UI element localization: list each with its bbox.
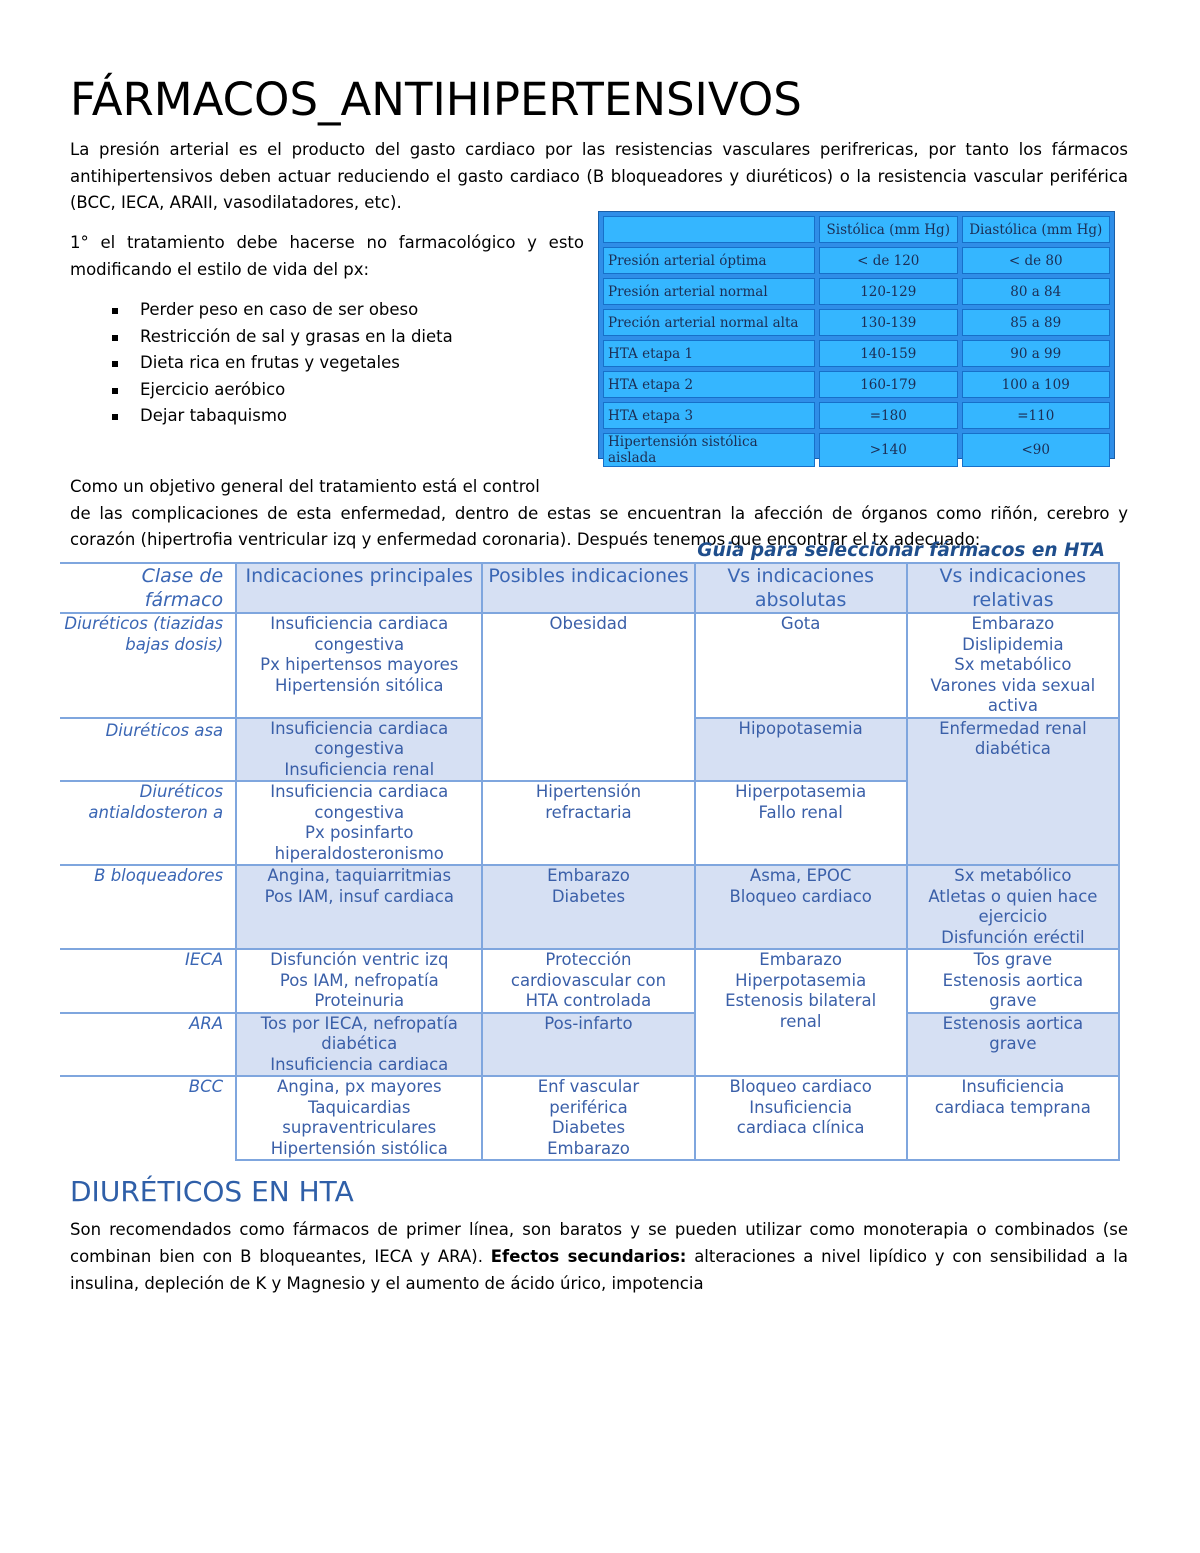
- table-cell: Insuficiencia cardiaca congestiva Insuficiencia renal: [236, 718, 482, 782]
- table-cell: Enfermedad renal diabética: [907, 718, 1119, 866]
- table-cell: Embarazo Dislipidemia Sx metabólico Varones vida sexual activa: [907, 613, 1119, 718]
- table-cell: Insuficiencia cardiaca congestiva Px posinfarto hiperaldosteronismo: [236, 781, 482, 865]
- list-item: Perder peso en caso de ser obeso: [70, 297, 584, 324]
- drug-class: Diuréticos antialdosteron a: [60, 781, 236, 865]
- square-bullet-icon: [112, 308, 118, 314]
- list-item: Restricción de sal y grasas en la dieta: [70, 324, 584, 351]
- header-cell: Vs indicaciones relativas: [907, 563, 1119, 613]
- table-row: [60, 865, 1119, 949]
- drug-class: BCC: [60, 1076, 236, 1160]
- table-row: HTA etapa 2 160-179 100 a 109: [603, 371, 1110, 398]
- header-cell: Posibles indicaciones: [482, 563, 694, 613]
- drug-class: IECA: [60, 949, 236, 1013]
- table-cell: Angina, taquiarritmias Pos IAM, insuf cardiaca: [236, 865, 482, 949]
- section-title: DIURÉTICOS EN HTA: [70, 1175, 354, 1208]
- table-row: [603, 216, 1110, 243]
- drug-class: Diuréticos (tiazidas bajas dosis): [60, 613, 236, 718]
- table-row: HTA etapa 1 140-159 90 a 99: [603, 340, 1110, 367]
- square-bullet-icon: [112, 388, 118, 394]
- header-cell: Vs indicaciones absolutas: [695, 563, 907, 613]
- guide-caption: Guia para seleccionar fármacos en HTA: [697, 540, 1105, 561]
- table-row: Hipertensión sistólica aislada >140 <90: [603, 433, 1110, 467]
- bp-classification-table: [598, 211, 1115, 466]
- lifestyle-list: [70, 297, 584, 430]
- table-cell: Embarazo Diabetes: [482, 865, 694, 949]
- table-row: [60, 1076, 1119, 1160]
- table-row: Presión arterial normal 120-129 80 a 84: [603, 278, 1110, 305]
- left-column: [70, 230, 584, 438]
- header-cell: Indicaciones principales: [236, 563, 482, 613]
- table-cell: Enf vascular periférica Diabetes Embarazo: [482, 1076, 694, 1160]
- table-cell: Pos-infarto: [482, 1013, 694, 1077]
- table-cell: Obesidad: [482, 613, 694, 781]
- header-diastolic: Diastólica (mm Hg): [962, 216, 1111, 243]
- list-item: Ejercicio aeróbico: [70, 377, 584, 404]
- step1-paragraph: 1° el tratamiento debe hacerse no farmacológico y esto modificando el estilo de vida del px:: [70, 233, 584, 279]
- table-cell: Protección cardiovascular con HTA controlada: [482, 949, 694, 1013]
- drug-class: Diuréticos asa: [60, 718, 236, 782]
- table-cell: Hipertensión refractaria: [482, 781, 694, 865]
- square-bullet-icon: [112, 335, 118, 341]
- table-cell: Gota: [695, 613, 907, 718]
- table-row: Preción arterial normal alta 130-139 85 a 89: [603, 309, 1110, 336]
- list-item: Dieta rica en frutas y vegetales: [70, 350, 584, 377]
- table-cell: Bloqueo cardiaco Insuficiencia cardiaca clínica: [695, 1076, 907, 1160]
- table-cell: Angina, px mayores Taquicardias supraventriculares Hipertensión sistólica: [236, 1076, 482, 1160]
- table-row: [60, 563, 1119, 613]
- table-cell: Tos por IECA, nefropatía diabética Insuficiencia cardiaca: [236, 1013, 482, 1077]
- table-cell: Estenosis aortica grave: [907, 1013, 1119, 1077]
- header-systolic: Sistólica (mm Hg): [819, 216, 958, 243]
- page-title: FÁRMACOS_ANTIHIPERTENSIVOS: [70, 73, 802, 126]
- table-cell: Insuficiencia cardiaca congestiva Px hipertensos mayores Hipertensión sitólica: [236, 613, 482, 718]
- header-cell: Clase de fármaco: [60, 563, 236, 613]
- drug-class: B bloqueadores: [60, 865, 236, 949]
- list-item: Dejar tabaquismo: [70, 403, 584, 430]
- intro-paragraph: La presión arterial es el producto del gasto cardiaco por las resistencias vasculares perifrericas, por tanto los fármacos antihipertensivos deben actuar reduciendo el gasto cardiaco (B bloqueadores y diuréticos) o la resistencia vascular periférica (BCC, IECA, ARAII, vasodilatadores, etc).: [70, 140, 1128, 212]
- diuretics-paragraph: Son recomendados como fármacos de primer línea, son baratos y se pueden utilizar como monoterapia o combinados (se combinan bien con B bloqueantes, IECA y ARA). Efectos secundarios: alteraciones a nivel lipídico y con sensibilidad a la insulina, depleción de K y Magnesio y el aumento de ácido úrico, impotencia: [70, 1220, 1128, 1293]
- table-cell: Sx metabólico Atletas o quien hace ejercicio Disfunción eréctil: [907, 865, 1119, 949]
- table-row: HTA etapa 3 =180 =110: [603, 402, 1110, 429]
- table-row: Presión arterial óptima < de 120 < de 80: [603, 247, 1110, 274]
- table-cell: Insuficiencia cardiaca temprana: [907, 1076, 1119, 1160]
- table-cell: Hipopotasemia: [695, 718, 907, 782]
- table-row: [60, 949, 1119, 1013]
- table-cell: Hiperpotasemia Fallo renal: [695, 781, 907, 865]
- table-cell: Asma, EPOC Bloqueo cardiaco: [695, 865, 907, 949]
- table-row: [60, 613, 1119, 718]
- table-cell: Tos grave Estenosis aortica grave: [907, 949, 1119, 1013]
- objective-paragraph: Como un objetivo general del tratamiento está el control de las complicaciones de esta enfermedad, dentro de estas se encuentran la afección de órganos como riñón, cerebro y corazón (hipertrofia ventricular izq y enfermedad coronaria). Después tenemos que encontrar el tx adecuado:: [70, 477, 1128, 549]
- table-cell: Disfunción ventric izq Pos IAM, nefropatía Proteinuria: [236, 949, 482, 1013]
- table-cell: Embarazo Hiperpotasemia Estenosis bilateral renal: [695, 949, 907, 1076]
- table-row: [60, 1013, 1119, 1077]
- drug-class: ARA: [60, 1013, 236, 1077]
- square-bullet-icon: [112, 361, 118, 367]
- drug-guide-table: [60, 562, 1120, 1161]
- square-bullet-icon: [112, 414, 118, 420]
